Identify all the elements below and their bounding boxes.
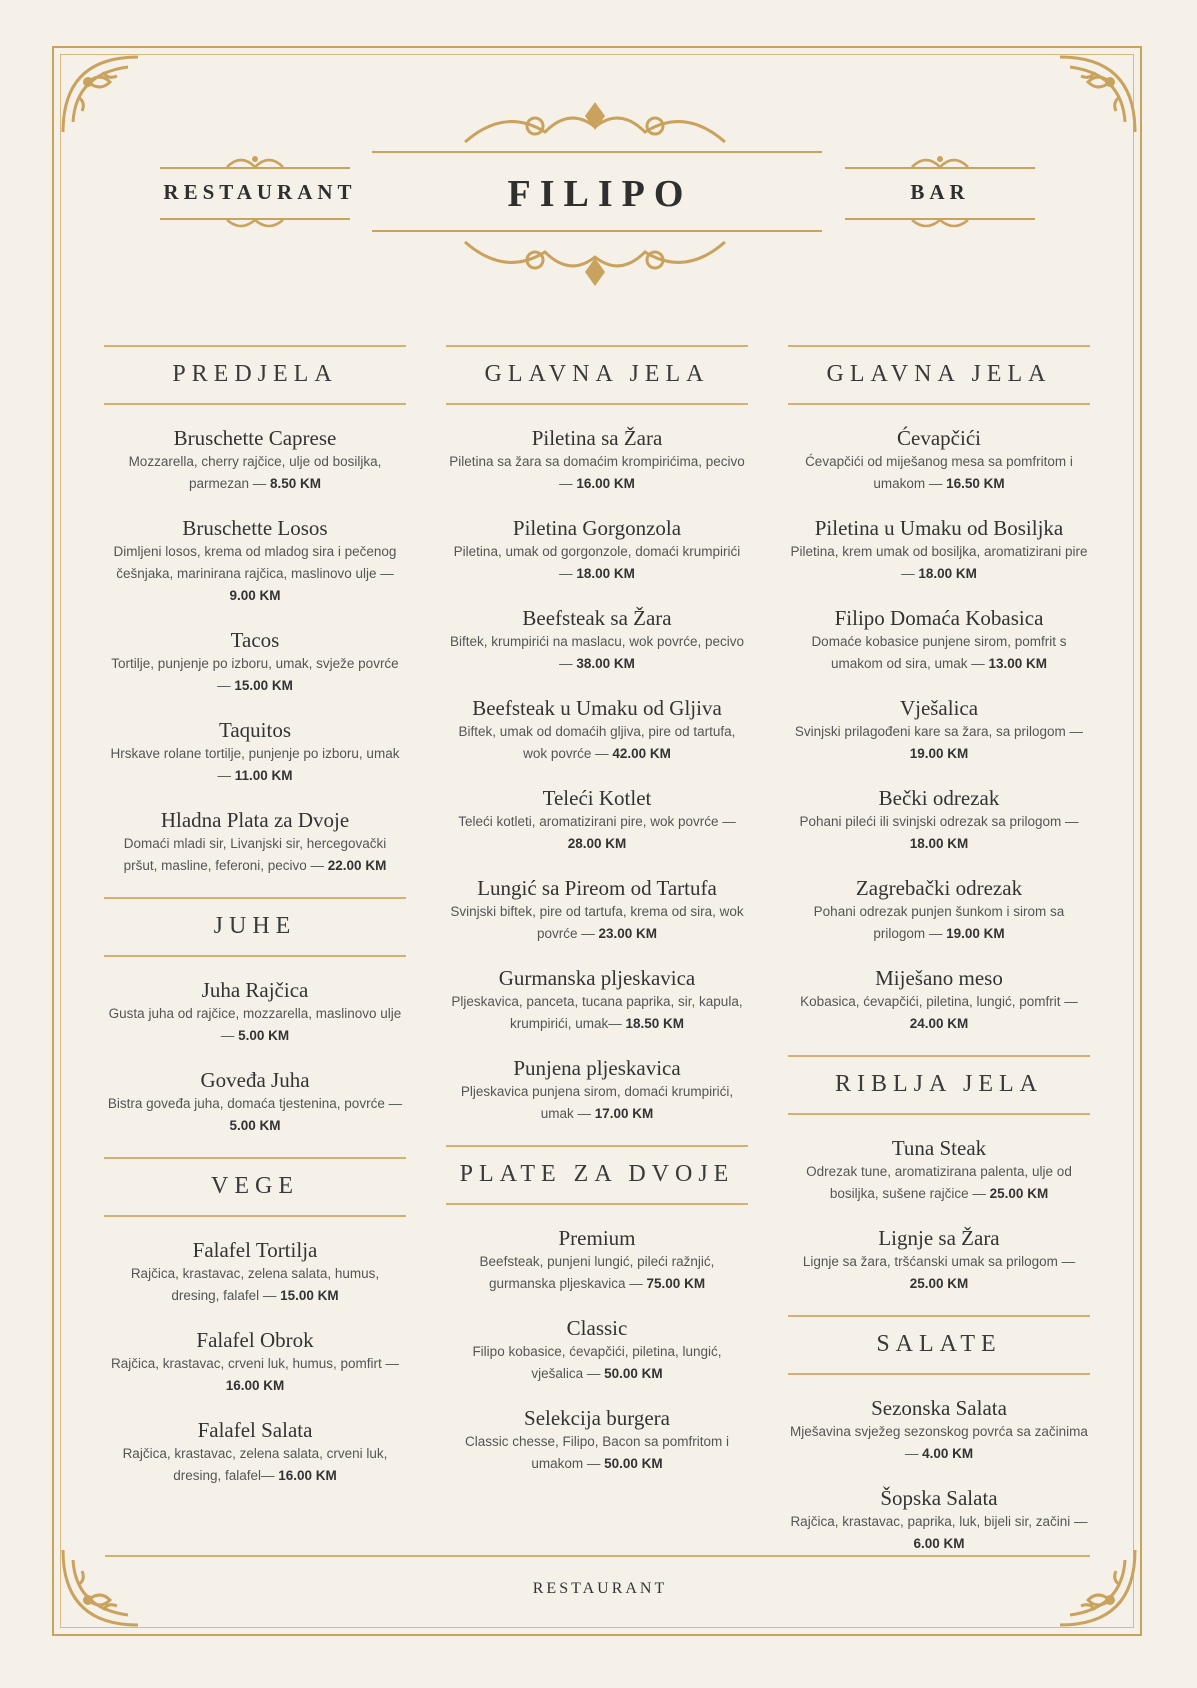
item-price: 28.00 KM: [567, 836, 627, 851]
menu-item: [446, 875, 748, 945]
item-description: Mješavina svježeg sezonskog povrća sa začinima — 4.00 KM: [790, 1424, 1088, 1461]
section-juhe: [104, 897, 406, 1137]
header-right-flourish-icon: [910, 153, 970, 169]
item-price: 16.50 KM: [946, 476, 1005, 491]
section-title: GLAVNA JELA: [826, 361, 1052, 387]
menu-item: [446, 785, 748, 855]
item-price: 17.00 KM: [594, 1106, 654, 1121]
menu-item: [446, 1405, 748, 1475]
menu-item: [446, 1055, 748, 1125]
section-salate: [788, 1315, 1090, 1555]
item-description: Rajčica, krastavac, zelena salata, humus, dresing, falafel — 15.00 KM: [130, 1266, 380, 1303]
item-name: Vješalica: [899, 696, 979, 720]
item-name: Piletina u Umaku od Bosiljka: [814, 516, 1064, 540]
item-name: Falafel Obrok: [196, 1328, 314, 1352]
section-vege: [104, 1157, 406, 1487]
menu-item: [446, 965, 748, 1035]
item-price: 15.00 KM: [280, 1288, 339, 1303]
item-name: Lignje sa Žara: [878, 1226, 1000, 1250]
header-title-bottom-line: [372, 230, 822, 232]
menu-item: [788, 1395, 1090, 1465]
item-price: 18.50 KM: [625, 1016, 685, 1031]
menu-item: [788, 1485, 1090, 1555]
menu-item: [446, 515, 748, 585]
item-price: 16.00 KM: [225, 1378, 285, 1393]
item-description: Pljeskavica punjena sirom, domaći krumpirići, umak — 17.00 KM: [460, 1084, 734, 1121]
item-name: Bruschette Losos: [182, 516, 328, 540]
item-price: 16.00 KM: [576, 476, 635, 491]
header-title-top-flourish-icon: [455, 92, 735, 148]
item-name: Teleći Kotlet: [542, 786, 652, 810]
item-description: Lignje sa žara, tršćanski umak sa prilogom — 25.00 KM: [802, 1254, 1076, 1291]
item-name: Piletina sa Žara: [531, 426, 663, 450]
section-header: [104, 897, 406, 957]
item-description: Piletina, krem umak od bosiljka, aromatizirani pire — 18.00 KM: [790, 544, 1088, 581]
menu-item: [104, 717, 406, 787]
item-name: Goveđa Juha: [200, 1068, 310, 1092]
item-description: Classic chesse, Filipo, Bacon sa pomfritom i umakom — 50.00 KM: [464, 1434, 730, 1471]
menu-item: [446, 605, 748, 675]
section-glavna-jela-2: [788, 345, 1090, 1035]
item-name: Piletina Gorgonzola: [512, 516, 682, 540]
section-header: [788, 345, 1090, 405]
restaurant-title: FILIPO: [507, 173, 693, 215]
header-right-flourish-bottom-icon: [910, 218, 970, 232]
item-price: 25.00 KM: [989, 1186, 1049, 1201]
section-header: [446, 345, 748, 405]
item-name: Falafel Tortilja: [192, 1238, 318, 1262]
item-price: 24.00 KM: [909, 1016, 969, 1031]
item-description: Rajčica, krastavac, crveni luk, humus, pomfirt — 16.00 KM: [110, 1356, 400, 1393]
menu-item: [788, 875, 1090, 945]
item-price: 16.00 KM: [278, 1468, 337, 1483]
item-description: Pohani pileći ili svinjski odrezak sa prilogom — 18.00 KM: [799, 814, 1079, 851]
section-title: VEGE: [211, 1173, 299, 1199]
item-price: 25.00 KM: [909, 1276, 969, 1291]
item-description: Svinjski biftek, pire od tartufa, krema od sira, wok povrće — 23.00 KM: [450, 904, 744, 941]
header-bar-label: BAR: [910, 180, 970, 204]
item-price: 50.00 KM: [604, 1366, 663, 1381]
item-name: Bruschette Caprese: [173, 426, 337, 450]
menu-item: [788, 695, 1090, 765]
menu-column-middle: [446, 345, 748, 1495]
item-name: Filipo Domaća Kobasica: [834, 606, 1044, 630]
footer-restaurant-label: RESTAURANT: [532, 1580, 668, 1597]
item-price: 22.00 KM: [327, 858, 387, 873]
item-name: Punjena pljeskavica: [513, 1056, 681, 1080]
item-name: Ćevapčići: [897, 426, 981, 450]
item-description: Biftek, umak od domaćih gljiva, pire od tartufa, wok povrće — 42.00 KM: [458, 724, 736, 761]
item-description: Biftek, krumpirići na maslacu, wok povrće, pecivo — 38.00 KM: [449, 634, 745, 671]
menu-column-left: [104, 345, 406, 1507]
item-description: Ćevapčići od miješanog mesa sa pomfritom i umakom — 16.50 KM: [805, 454, 1073, 491]
item-name: Falafel Salata: [197, 1418, 313, 1442]
menu-item: [104, 1067, 406, 1137]
item-description: Odrezak tune, aromatizirana palenta, ulje od bosiljka, sušene rajčice — 25.00 KM: [806, 1164, 1072, 1201]
item-name: Beefsteak u Umaku od Gljiva: [472, 696, 722, 720]
item-description: Domaći mladi sir, Livanjski sir, hercegovački pršut, masline, feferoni, pecivo — 22.00 KM: [123, 836, 387, 873]
item-price: 5.00 KM: [229, 1118, 281, 1133]
header-title-top-line: [372, 151, 822, 153]
item-name: Beefsteak sa Žara: [522, 606, 672, 630]
item-description: Hrskave rolane tortilje, punjenje po izboru, umak — 11.00 KM: [110, 746, 400, 783]
item-description: Pljeskavica, panceta, tucana paprika, sir, kapula, krumpirići, umak— 18.50 KM: [451, 994, 743, 1031]
item-description: Piletina, umak od gorgonzole, domaći krumpirići — 18.00 KM: [453, 544, 741, 581]
menu-item: [104, 1237, 406, 1307]
item-name: Hladna Plata za Dvoje: [160, 808, 350, 832]
item-price: 9.00 KM: [229, 588, 281, 603]
item-price: 38.00 KM: [576, 656, 635, 671]
item-price: 8.50 KM: [270, 476, 322, 491]
menu-item: [104, 977, 406, 1047]
section-header: [104, 345, 406, 405]
item-name: Šopska Salata: [880, 1486, 998, 1510]
item-price: 11.00 KM: [234, 768, 293, 783]
section-header: [788, 1055, 1090, 1115]
menu-item: [104, 1417, 406, 1487]
item-price: 13.00 KM: [988, 656, 1048, 671]
item-description: Piletina sa žara sa domaćim krompirićima, pecivo — 16.00 KM: [449, 454, 745, 491]
item-price: 18.00 KM: [918, 566, 977, 581]
menu-item: [446, 1315, 748, 1385]
item-description: Dimljeni losos, krema od mladog sira i pečenog češnjaka, marinirana rajčica, maslinovo ulje — 9.00 KM: [113, 544, 397, 603]
section-title: JUHE: [213, 913, 297, 939]
item-name: Lungić sa Pireom od Tartufa: [477, 876, 717, 900]
item-description: Bistra goveđa juha, domaća tjestenina, povrće — 5.00 KM: [107, 1096, 403, 1133]
header-left-flourish-icon: [225, 153, 285, 169]
item-price: 6.00 KM: [913, 1536, 965, 1551]
item-price: 19.00 KM: [909, 746, 969, 761]
section-header: [788, 1315, 1090, 1375]
menu-item: [788, 1225, 1090, 1295]
menu-column-right: [788, 345, 1090, 1575]
menu-item: [104, 807, 406, 877]
item-name: Bečki odrezak: [878, 786, 1000, 810]
item-price: 42.00 KM: [612, 746, 671, 761]
menu-item: [788, 1135, 1090, 1205]
item-name: Taquitos: [218, 718, 292, 742]
item-description: Gusta juha od rajčice, mozzarella, maslinovo ulje — 5.00 KM: [108, 1006, 402, 1043]
item-name: Premium: [558, 1226, 636, 1250]
item-name: Sezonska Salata: [871, 1396, 1007, 1420]
item-price: 18.00 KM: [909, 836, 969, 851]
item-description: Filipo kobasice, ćevapčići, piletina, lungić, vješalica — 50.00 KM: [472, 1344, 722, 1381]
menu-item: [446, 425, 748, 495]
corner-ornament-top-right-icon: [1050, 52, 1140, 142]
section-header: [446, 1145, 748, 1205]
menu-item: [446, 695, 748, 765]
item-description: Kobasica, ćevapčići, piletina, lungić, pomfrit — 24.00 KM: [800, 994, 1078, 1031]
section-title: SALATE: [876, 1331, 1002, 1357]
header-title-bottom-flourish-icon: [455, 236, 735, 296]
item-price: 75.00 KM: [646, 1276, 706, 1291]
item-price: 15.00 KM: [234, 678, 293, 693]
item-name: Tuna Steak: [891, 1136, 987, 1160]
section-glavna-jela: [446, 345, 748, 1125]
item-price: 50.00 KM: [604, 1456, 663, 1471]
item-name: Zagrebački odrezak: [855, 876, 1023, 900]
item-name: Selekcija burgera: [524, 1406, 670, 1430]
menu-item: [104, 425, 406, 495]
item-description: Pohani odrezak punjen šunkom i sirom sa prilogom — 19.00 KM: [813, 904, 1065, 941]
item-price: 19.00 KM: [946, 926, 1005, 941]
menu-item: [104, 515, 406, 607]
menu-item: [104, 627, 406, 697]
section-title: PLATE ZA DVOJE: [459, 1161, 735, 1187]
item-description: Rajčica, krastavac, zelena salata, crveni luk, dresing, falafel— 16.00 KM: [122, 1446, 388, 1483]
item-name: Miješano meso: [875, 966, 1003, 990]
menu-item: [446, 1225, 748, 1295]
section-title: GLAVNA JELA: [484, 361, 710, 387]
item-price: 18.00 KM: [576, 566, 635, 581]
corner-ornament-top-left-icon: [58, 52, 148, 142]
section-title: PREDJELA: [172, 361, 338, 387]
item-description: Tortilje, punjenje po izboru, umak, svježe povrće — 15.00 KM: [111, 656, 399, 693]
item-description: Mozzarella, cherry rajčice, ulje od bosiljka, parmezan — 8.50 KM: [128, 454, 382, 491]
item-price: 23.00 KM: [598, 926, 658, 941]
menu-item: [788, 785, 1090, 855]
menu-item: [788, 425, 1090, 495]
section-plate-za-dvoje: [446, 1145, 748, 1475]
footer-divider: [105, 1555, 1090, 1557]
section-predjela: [104, 345, 406, 877]
item-name: Gurmanska pljeskavica: [498, 966, 696, 990]
item-description: Beefsteak, punjeni lungić, pileći ražnjić, gurmanska pljeskavica — 75.00 KM: [479, 1254, 715, 1291]
item-price: 5.00 KM: [238, 1028, 290, 1043]
item-name: Classic: [566, 1316, 628, 1340]
section-riblja-jela: [788, 1055, 1090, 1295]
section-title: RIBLJA JELA: [834, 1071, 1043, 1097]
item-description: Svinjski prilagođeni kare sa žara, sa prilogom — 19.00 KM: [794, 724, 1084, 761]
corner-ornament-bottom-left-icon: [58, 1540, 148, 1630]
menu-item: [788, 515, 1090, 585]
item-description: Rajčica, krastavac, paprika, luk, bijeli sir, začini — 6.00 KM: [790, 1514, 1088, 1551]
menu-item: [788, 605, 1090, 675]
header-left-flourish-bottom-icon: [225, 218, 285, 232]
item-description: Teleći kotleti, aromatizirani pire, wok povrće — 28.00 KM: [458, 814, 736, 851]
item-price: 4.00 KM: [922, 1446, 974, 1461]
menu-item: [104, 1327, 406, 1397]
section-header: [104, 1157, 406, 1217]
item-name: Juha Rajčica: [201, 978, 309, 1002]
item-name: Tacos: [230, 628, 280, 652]
item-description: Domaće kobasice punjene sirom, pomfrit s umakom od sira, umak — 13.00 KM: [811, 634, 1067, 671]
header-restaurant-label: RESTAURANT: [163, 180, 357, 204]
menu-item: [788, 965, 1090, 1035]
